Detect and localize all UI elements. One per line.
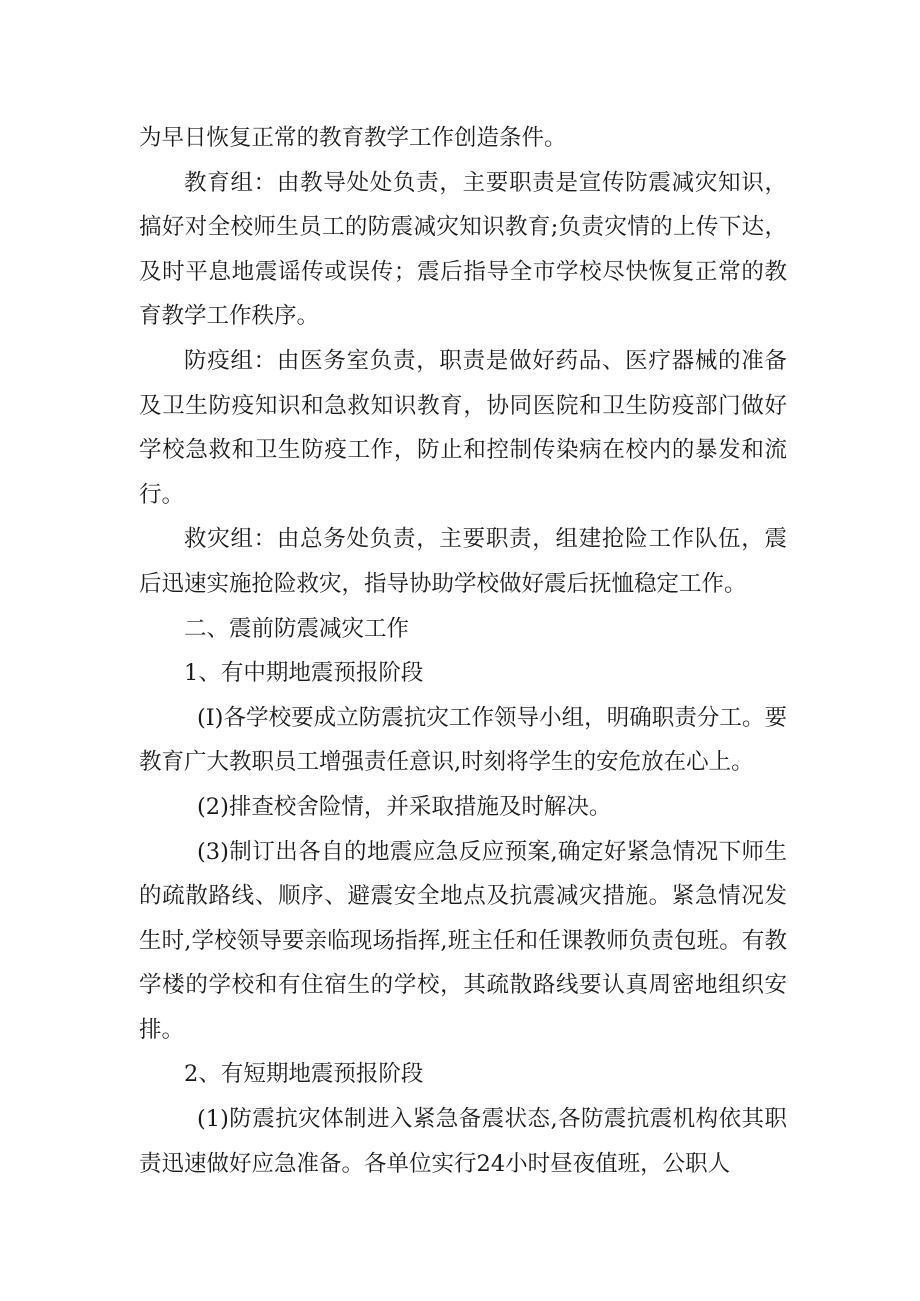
paragraph-rescue-group: 救灾组：由总务处负责，主要职责，组建抢险工作队伍，震后迅速实施抢险救灾，指导协助学校做好震后抚恤稳定工作。 [139, 526, 787, 597]
document-body [139, 116, 787, 1186]
list-item: (3)制订出各自的地震应急反应预案,确定好紧急情况下师生的疏散路线、顺序、避震安全地点及抗震减灾措施。紧急情况发生时,学校领导要亲临现场指挥,班主任和任课教师负责包班。有教学楼的学校和有住宿生的学校，其疏散路线要认真周密地组织安排。 [139, 838, 787, 1043]
paragraph-epidemic-group: 防疫组：由医务室负责，职责是做好药品、医疗器械的准备及卫生防疫知识和急救知识教育，协同医院和卫生防疫部门做好学校急救和卫生防疫工作，防止和控制传染病在校内的暴发和流行。 [139, 347, 787, 508]
paragraph-continuation: 为早日恢复正常的教育教学工作创造条件。 [139, 125, 567, 151]
section-heading-two: 二、震前防震减灾工作 [184, 615, 410, 642]
list-item: (1)防震抗灾体制进入紧急备震状态,各防震抗震机构依其职责迅速做好应急准备。各单位实行24小时昼夜值班，公职人 [139, 1106, 787, 1177]
paragraph-education-group: 教育组：由教导处处负责，主要职责是宣传防震减灾知识，搞好对全校师生员工的防震减灾知识教育;负责灾情的上传下达，及时平息地震谣传或误传；震后指导全市学校尽快恢复正常的教育教学工作秩序。 [139, 169, 787, 330]
list-item: (2)排查校舍险情，并采取措施及时解决。 [197, 793, 612, 820]
subsection-heading-one: 1、有中期地震预报阶段 [184, 660, 424, 687]
list-item: (I)各学校要成立防震抗灾工作领导小组，明确职责分工。要教育广大教职员工增强责任意识,时刻将学生的安危放在心上。 [139, 704, 787, 776]
subsection-heading-two: 2、有短期地震预报阶段 [184, 1061, 424, 1088]
